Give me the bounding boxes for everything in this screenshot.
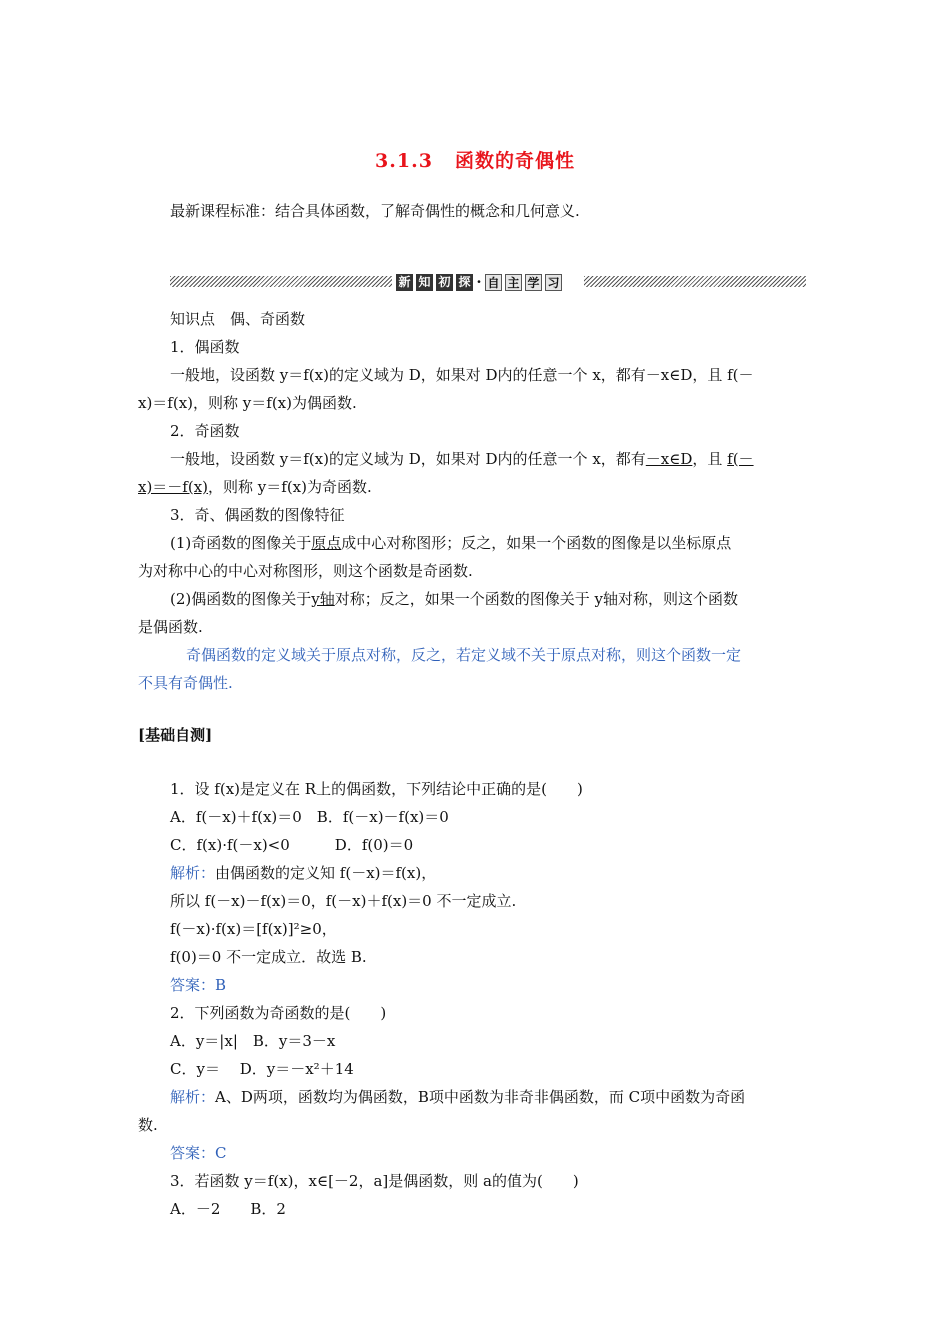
text-line: 为对称中心的中心对称图形，则这个函数是奇函数. xyxy=(138,562,473,580)
text-line xyxy=(170,588,820,610)
question-1: 1．设 f(x)是定义在 R上的偶函数，下列结论中正确的是( ) xyxy=(170,780,583,798)
banner-dot: · xyxy=(476,273,482,291)
subheading-even-function: 1．偶函数 xyxy=(170,338,240,356)
subheading-graph-features: 3．奇、偶函数的图像特征 xyxy=(170,506,345,524)
banner-char: 新 xyxy=(396,274,413,291)
text-span: ，则称 y＝f(x)为奇函数. xyxy=(208,478,372,496)
text-span: (1)奇函数的图像关于 xyxy=(170,534,312,552)
note-line: 不具有奇偶性. xyxy=(138,674,233,692)
banner-char: 自 xyxy=(485,274,502,291)
solution-line: f(0)＝0 不一定成立．故选 B. xyxy=(170,948,367,966)
question-options: C．y＝ D．y＝－x²＋14 xyxy=(170,1060,354,1078)
question-options: A．f(－x)＋f(x)＝0 B．f(－x)－f(x)＝0 xyxy=(170,808,449,826)
question-2: 2．下列函数为奇函数的是( ) xyxy=(170,1004,387,1022)
note-line: 奇偶函数的定义域关于原点对称，反之，若定义域不关于原点对称，则这个函数一定 xyxy=(186,646,742,664)
text-span: 由偶函数的定义知 f(－x)＝f(x)， xyxy=(215,864,437,882)
subheading-odd-function: 2．奇函数 xyxy=(170,422,240,440)
text-line: 是偶函数. xyxy=(138,618,203,636)
banner-hatch-right xyxy=(584,276,806,287)
solution-line xyxy=(170,862,820,884)
solution-label: 解析： xyxy=(170,864,216,882)
underlined-term: f(－ xyxy=(727,450,754,468)
text-line xyxy=(170,448,820,470)
text-span: 一般地，设函数 y＝f(x)的定义域为 D，如果对 D内的任意一个 x，都有 xyxy=(170,450,646,468)
question-options: A．y＝|x| B．y＝3－x xyxy=(170,1032,336,1050)
question-options: C．f(x)·f(－x)<0 D．f(0)＝0 xyxy=(170,836,414,854)
underlined-term: －x∈D xyxy=(645,450,693,468)
solution-line xyxy=(170,1086,820,1108)
knowledge-point-heading: 知识点 偶、奇函数 xyxy=(170,310,306,328)
self-test-heading: [基础自测] xyxy=(138,726,213,744)
banner-hatch-left xyxy=(170,276,392,287)
banner-label xyxy=(396,272,565,292)
page-title xyxy=(0,146,950,173)
text-span: A、D两项，函数均为偶函数，B项中函数为非奇非偶函数，而 C项中函数为奇函 xyxy=(215,1088,746,1106)
banner-char: 知 xyxy=(416,274,433,291)
text-line xyxy=(170,532,820,554)
solution-line: f(－x)·f(x)＝[f(x)]²≥0， xyxy=(170,920,337,938)
solution-label: 解析： xyxy=(170,1088,216,1106)
banner-char: 学 xyxy=(525,274,542,291)
banner-char: 初 xyxy=(436,274,453,291)
text-span: (2)偶函数的图像关于 xyxy=(170,590,312,608)
underlined-term: 原点 xyxy=(311,534,342,552)
banner-char: 习 xyxy=(545,274,562,291)
section-title: 函数的奇偶性 xyxy=(454,150,575,172)
solution-line: 数. xyxy=(138,1116,158,1134)
underlined-term: x)＝－f(x) xyxy=(138,478,209,496)
banner-char: 探 xyxy=(456,274,473,291)
section-number: 3.1.3 xyxy=(375,150,433,172)
text-line: 一般地，设函数 y＝f(x)的定义域为 D，如果对 D内的任意一个 x，都有－x∈D，且 f(－ xyxy=(170,366,754,384)
section-banner xyxy=(170,272,806,292)
text-span: 成中心对称图形；反之，如果一个函数的图像是以坐标原点 xyxy=(341,534,732,552)
solution-line: 所以 f(－x)－f(x)＝0，f(－x)＋f(x)＝0 不一定成立. xyxy=(170,892,517,910)
question-3: 3．若函数 y＝f(x)，x∈[－2，a]是偶函数，则 a的值为( ) xyxy=(170,1172,579,1190)
course-standard: 最新课程标准：结合具体函数，了解奇偶性的概念和几何意义. xyxy=(170,202,580,220)
text-line xyxy=(138,476,818,498)
text-span: 对称；反之，如果一个函数的图像关于 y轴对称，则这个函数 xyxy=(334,590,738,608)
text-line: x)＝f(x)，则称 y＝f(x)为偶函数. xyxy=(138,394,357,412)
question-options: A．－2 B．2 xyxy=(170,1200,286,1218)
underlined-term: y轴 xyxy=(311,590,335,608)
answer-line: 答案：C xyxy=(170,1144,227,1162)
answer-line: 答案：B xyxy=(170,976,227,994)
text-span: ，且 xyxy=(692,450,728,468)
banner-char: 主 xyxy=(505,274,522,291)
